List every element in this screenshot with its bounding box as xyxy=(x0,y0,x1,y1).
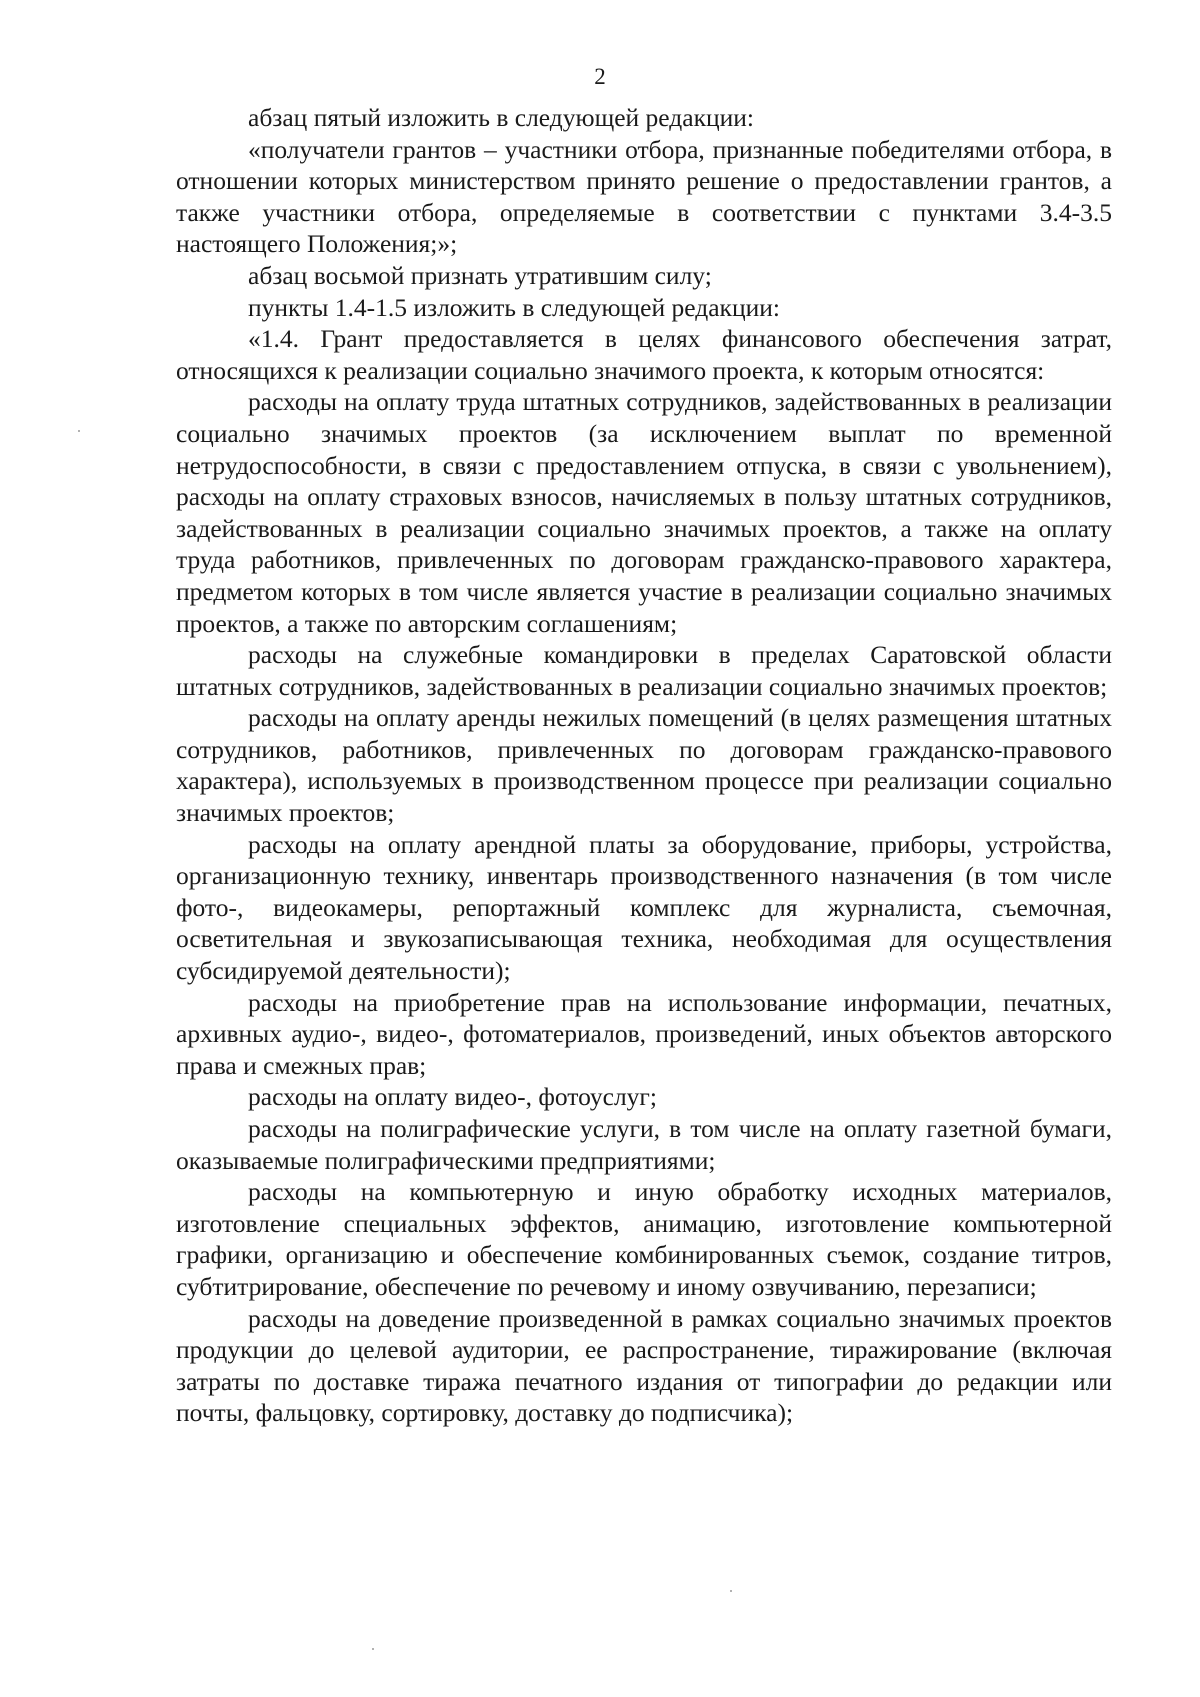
scan-speck xyxy=(730,1590,732,1592)
paragraph-6: расходы на оплату труда штатных сотрудников, задействованных в реализации социально значимых проектов (за исключением выплат по временной нетрудоспособности, в связи с предоставлением отпуска, в связи с увольнением), расходы на оплату страховых взносов, начисляемых в пользу штатных сотрудников, задействованных в реализации социально значимых проектов, а также на оплату труда работников, привлеченных по договорам гражданско-правового характера, предметом которых в том числе является участие в реализации социально значимых проектов, а также по авторским соглашениям; xyxy=(176,387,1112,638)
paragraph-5: «1.4. Грант предоставляется в целях финансового обеспечения затрат, относящихся к реализации социально значимого проекта, к которым относятся: xyxy=(176,324,1112,385)
paragraph-3: абзац восьмой признать утратившим силу; xyxy=(248,260,712,290)
paragraph-8: расходы на оплату аренды нежилых помещений (в целях размещения штатных сотрудников, работников, привлеченных по договорам гражданско-правового характера), используемых в производственном процессе при реализации социально значимых проектов; xyxy=(176,703,1112,828)
paragraph-7: расходы на служебные командировки в пределах Саратовской области штатных сотрудников, задействованных в реализации социально значимых проектов; xyxy=(176,640,1112,701)
paragraph-1: абзац пятый изложить в следующей редакции: xyxy=(248,103,754,132)
paragraph-10: расходы на приобретение прав на использование информации, печатных, архивных аудио-, видео-, фотоматериалов, произведений, иных объектов авторского права и смежных прав; xyxy=(176,987,1112,1080)
scan-speck xyxy=(372,1648,374,1650)
document-body xyxy=(176,102,1112,1429)
paragraph-13: расходы на компьютерную и иную обработку исходных материалов, изготовление специальных эффектов, анимацию, изготовление компьютерной графики, организацию и обеспечение комбинированных съемок, создание титров, субтитрирование, обеспечение по речевому и иному озвучиванию, перезаписи; xyxy=(176,1177,1112,1301)
paragraph-2: «получатели грантов – участники отбора, признанные победителями отбора, в отношении которых министерством принято решение о предоставлении грантов, а также участники отбора, определяемые в соответствии с пунктами 3.4-3.5 настоящего Положения;»; xyxy=(176,134,1112,259)
scan-speck xyxy=(78,430,80,432)
paragraph-4: пункты 1.4-1.5 изложить в следующей редакции: xyxy=(248,292,780,322)
paragraph-11: расходы на оплату видео-, фотоуслуг; xyxy=(248,1082,657,1112)
paragraph-14: расходы на доведение произведенной в рамках социально значимых проектов продукции до целевой аудитории, ее распространение, тиражирование (включая затраты по доставке тиража печатного издания от типографии до редакции или почты, фальцовку, сортировку, доставку до подписчика); xyxy=(176,1303,1112,1428)
page-number: 2 xyxy=(594,64,606,89)
paragraph-9: расходы на оплату арендной платы за оборудование, приборы, устройства, организационную технику, инвентарь производственного назначения (в том числе фото-, видеокамеры, репортажный комплекс для журналиста, съемочная, осветительная и звукозаписывающая техника, необходимая для осуществления субсидируемой деятельности); xyxy=(176,829,1112,986)
paragraph-12: расходы на полиграфические услуги, в том числе на оплату газетной бумаги, оказываемые полиграфическими предприятиями; xyxy=(176,1114,1112,1175)
